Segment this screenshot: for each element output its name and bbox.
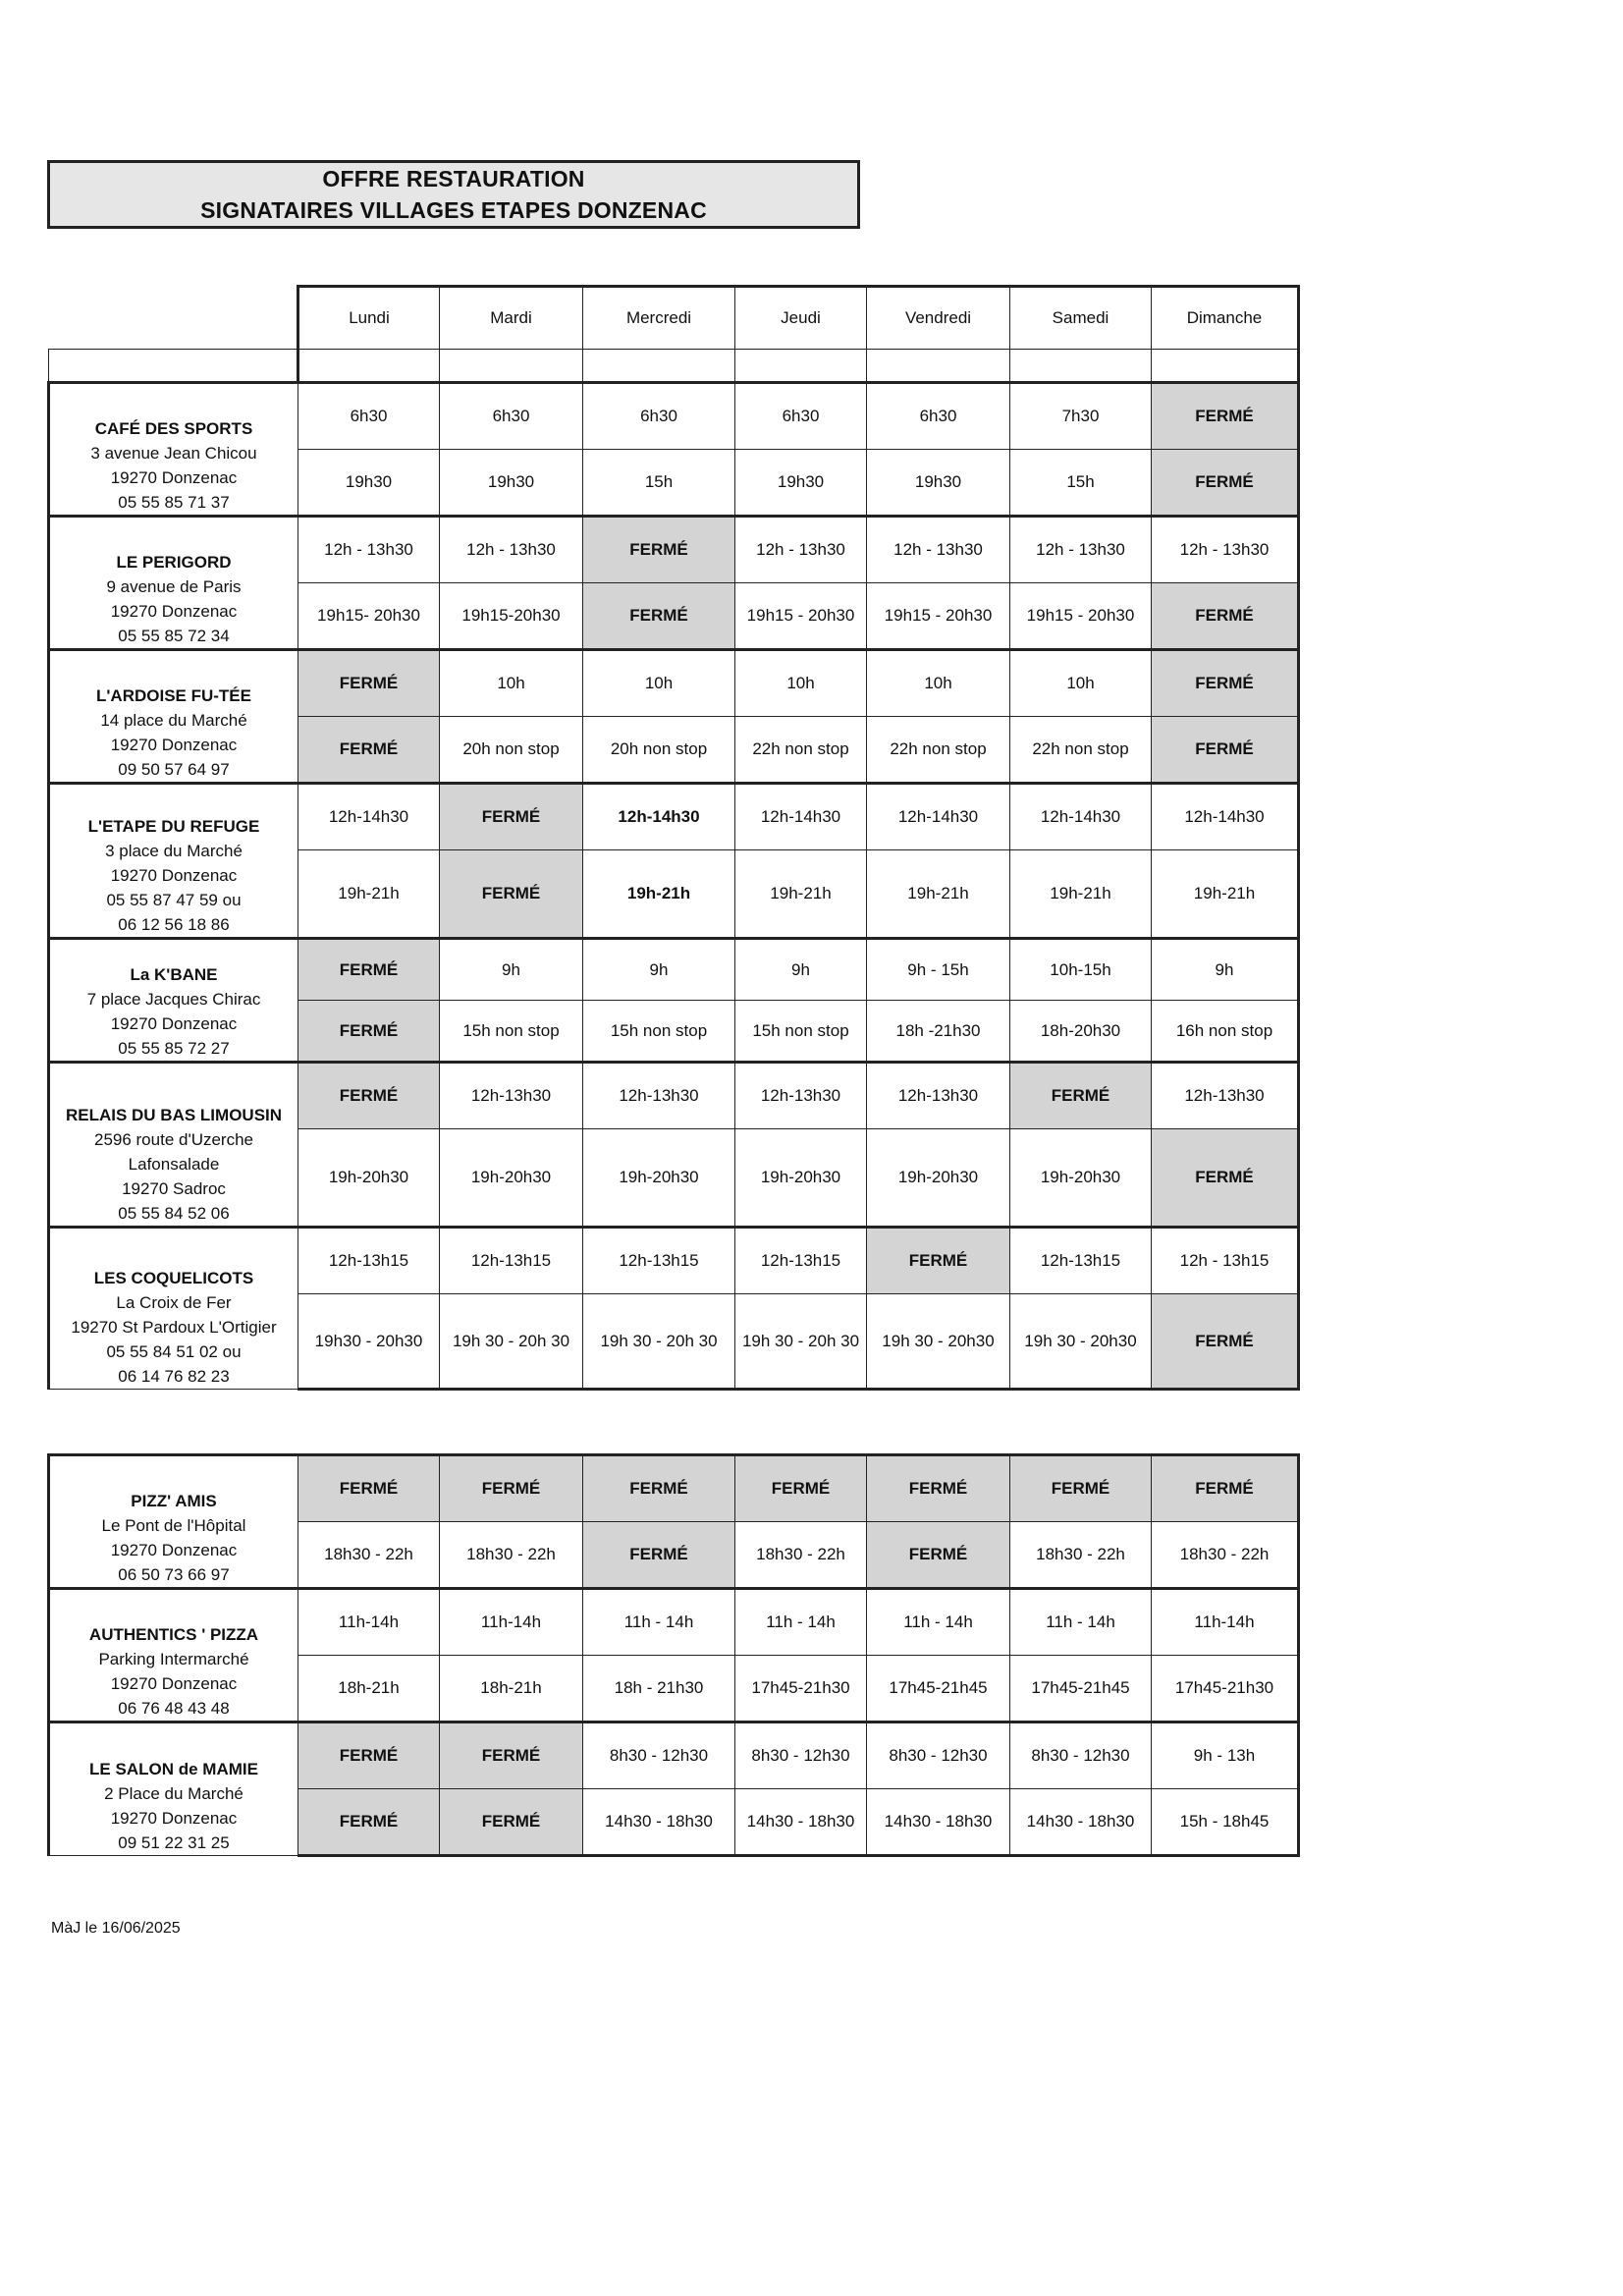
hours-cell: 18h30 - 22h bbox=[735, 1522, 867, 1589]
hours-cell: 14h30 - 18h30 bbox=[867, 1789, 1010, 1856]
hours-cell: 18h-21h bbox=[298, 1656, 440, 1722]
schedule-row bbox=[49, 1228, 1299, 1294]
hours-cell: 12h-13h30 bbox=[440, 1063, 583, 1129]
restaurant-address-line: 19270 Donzenac bbox=[110, 1674, 238, 1693]
hours-cell: 18h30 - 22h bbox=[1010, 1522, 1152, 1589]
restaurant-info bbox=[49, 939, 298, 1063]
hours-cell: 10h bbox=[735, 650, 867, 717]
restaurant-name: L'ARDOISE FU-TÉE bbox=[96, 686, 251, 705]
restaurant-address-line: 14 place du Marché bbox=[100, 711, 247, 730]
hours-cell: 9h bbox=[583, 939, 735, 1001]
restaurant-name: LE SALON de MAMIE bbox=[89, 1760, 258, 1778]
hours-cell: FERMÉ bbox=[1152, 650, 1299, 717]
update-date: MàJ le 16/06/2025 bbox=[51, 1920, 181, 1937]
hours-cell: FERMÉ bbox=[583, 1522, 735, 1589]
hours-cell: 22h non stop bbox=[735, 717, 867, 784]
hours-cell: 19h-20h30 bbox=[440, 1129, 583, 1228]
hours-cell: FERMÉ bbox=[583, 583, 735, 650]
hours-cell: 9h bbox=[1152, 939, 1299, 1001]
hours-cell: 6h30 bbox=[735, 383, 867, 450]
restaurant-address-line: 3 place du Marché bbox=[105, 842, 243, 860]
hours-cell: FERMÉ bbox=[1152, 717, 1299, 784]
hours-cell: 12h-14h30 bbox=[298, 784, 440, 850]
restaurant-info bbox=[49, 383, 298, 517]
hours-cell: 6h30 bbox=[440, 383, 583, 450]
hours-cell: 18h30 - 22h bbox=[1152, 1522, 1299, 1589]
restaurant-address-line: 05 55 84 51 02 ou bbox=[106, 1342, 242, 1361]
restaurant-address-line: 05 55 85 72 27 bbox=[118, 1039, 230, 1058]
day-header: Vendredi bbox=[867, 287, 1010, 350]
hours-cell: 12h-13h15 bbox=[583, 1228, 735, 1294]
hours-cell: 12h - 13h30 bbox=[440, 517, 583, 583]
hours-cell: 6h30 bbox=[867, 383, 1010, 450]
hours-cell: 19h 30 - 20h 30 bbox=[583, 1294, 735, 1390]
restaurant-address-line: 09 51 22 31 25 bbox=[118, 1833, 230, 1852]
hours-cell: 19h-21h bbox=[1010, 850, 1152, 939]
restaurant-info bbox=[49, 650, 298, 784]
hours-cell: FERMÉ bbox=[583, 517, 735, 583]
hours-cell: FERMÉ bbox=[1010, 1455, 1152, 1522]
hours-cell: FERMÉ bbox=[1152, 583, 1299, 650]
restaurant-address-line: 19270 Donzenac bbox=[110, 1014, 238, 1033]
hours-cell: FERMÉ bbox=[440, 850, 583, 939]
hours-cell: 14h30 - 18h30 bbox=[735, 1789, 867, 1856]
hours-cell: 20h non stop bbox=[440, 717, 583, 784]
schedule-table-2 bbox=[47, 1453, 1300, 1857]
hours-cell: 7h30 bbox=[1010, 383, 1152, 450]
hours-cell: 19h30 bbox=[298, 450, 440, 517]
restaurant-address-line: 05 55 85 71 37 bbox=[118, 493, 230, 512]
restaurant-info bbox=[49, 1722, 298, 1856]
hours-cell: 19h15-20h30 bbox=[440, 583, 583, 650]
header-corner bbox=[49, 287, 298, 350]
schedule-row bbox=[49, 939, 1299, 1001]
hours-cell: 15h non stop bbox=[735, 1001, 867, 1063]
restaurant-address-line: 3 avenue Jean Chicou bbox=[90, 444, 257, 463]
restaurant-address-line: Le Pont de l'Hôpital bbox=[101, 1516, 246, 1535]
hours-cell: 19h-21h bbox=[1152, 850, 1299, 939]
hours-cell: 8h30 - 12h30 bbox=[735, 1722, 867, 1789]
schedule-row bbox=[49, 517, 1299, 583]
hours-cell: 18h -21h30 bbox=[867, 1001, 1010, 1063]
hours-cell: 10h-15h bbox=[1010, 939, 1152, 1001]
restaurant-address-line: 19270 Donzenac bbox=[110, 736, 238, 754]
hours-cell: FERMÉ bbox=[867, 1228, 1010, 1294]
hours-cell: 12h - 13h30 bbox=[735, 517, 867, 583]
hours-cell: 19h-21h bbox=[867, 850, 1010, 939]
restaurant-name: AUTHENTICS ' PIZZA bbox=[88, 1625, 259, 1644]
hours-cell: 12h - 13h30 bbox=[1010, 517, 1152, 583]
hours-cell: 18h-21h bbox=[440, 1656, 583, 1722]
hours-cell: FERMÉ bbox=[298, 1001, 440, 1063]
hours-cell: 9h - 15h bbox=[867, 939, 1010, 1001]
hours-cell: FERMÉ bbox=[583, 1455, 735, 1522]
restaurant-address-line: 06 50 73 66 97 bbox=[118, 1565, 230, 1584]
hours-cell: FERMÉ bbox=[440, 1455, 583, 1522]
hours-cell: 11h-14h bbox=[1152, 1589, 1299, 1656]
restaurant-address-line: Lafonsalade bbox=[128, 1155, 220, 1174]
hours-cell: 19h-21h bbox=[298, 850, 440, 939]
spacer-cell bbox=[735, 350, 867, 383]
hours-cell: FERMÉ bbox=[298, 717, 440, 784]
hours-cell: 9h bbox=[735, 939, 867, 1001]
hours-cell: 19h 30 - 20h30 bbox=[867, 1294, 1010, 1390]
hours-cell: FERMÉ bbox=[1152, 450, 1299, 517]
hours-cell: 12h - 13h15 bbox=[1152, 1228, 1299, 1294]
hours-cell: 15h bbox=[1010, 450, 1152, 517]
hours-cell: 12h-13h30 bbox=[735, 1063, 867, 1129]
hours-cell: FERMÉ bbox=[1152, 1455, 1299, 1522]
restaurant-info bbox=[49, 1455, 298, 1589]
restaurant-address-line: 06 12 56 18 86 bbox=[118, 915, 230, 934]
hours-cell: 10h bbox=[583, 650, 735, 717]
day-header-row bbox=[49, 287, 1299, 350]
hours-cell: 15h non stop bbox=[583, 1001, 735, 1063]
hours-cell: 15h - 18h45 bbox=[1152, 1789, 1299, 1856]
hours-cell: 11h-14h bbox=[440, 1589, 583, 1656]
title-box bbox=[47, 160, 860, 229]
hours-cell: 19h-20h30 bbox=[583, 1129, 735, 1228]
hours-cell: 11h-14h bbox=[298, 1589, 440, 1656]
hours-cell: 14h30 - 18h30 bbox=[583, 1789, 735, 1856]
hours-cell: FERMÉ bbox=[735, 1455, 867, 1522]
day-header: Mercredi bbox=[583, 287, 735, 350]
restaurant-address-line: 2596 route d'Uzerche bbox=[93, 1130, 253, 1149]
hours-cell: 15h bbox=[583, 450, 735, 517]
hours-cell: 8h30 - 12h30 bbox=[867, 1722, 1010, 1789]
hours-cell: 12h-14h30 bbox=[1010, 784, 1152, 850]
hours-cell: 19h-20h30 bbox=[867, 1129, 1010, 1228]
schedule-row bbox=[49, 1455, 1299, 1522]
hours-cell: FERMÉ bbox=[298, 650, 440, 717]
restaurant-info bbox=[49, 1228, 298, 1390]
day-header: Jeudi bbox=[735, 287, 867, 350]
hours-cell: FERMÉ bbox=[298, 939, 440, 1001]
restaurant-name: L'ETAPE DU REFUGE bbox=[87, 817, 260, 836]
hours-cell: 10h bbox=[1010, 650, 1152, 717]
hours-cell: 20h non stop bbox=[583, 717, 735, 784]
spacer-cell bbox=[867, 350, 1010, 383]
schedule-row bbox=[49, 784, 1299, 850]
restaurant-address-line: 19270 Donzenac bbox=[110, 866, 238, 885]
hours-cell: 12h-14h30 bbox=[583, 784, 735, 850]
hours-cell: 6h30 bbox=[298, 383, 440, 450]
spacer-cell bbox=[1152, 350, 1299, 383]
restaurant-name: La K'BANE bbox=[130, 965, 218, 984]
hours-cell: 9h bbox=[440, 939, 583, 1001]
restaurant-address-line: 06 76 48 43 48 bbox=[118, 1699, 230, 1718]
restaurant-info bbox=[49, 784, 298, 939]
hours-cell: 19h-20h30 bbox=[735, 1129, 867, 1228]
restaurant-address-line: 05 55 85 72 34 bbox=[118, 627, 230, 645]
hours-cell: FERMÉ bbox=[867, 1522, 1010, 1589]
hours-cell: 12h - 13h30 bbox=[1152, 517, 1299, 583]
hours-cell: 12h-13h30 bbox=[583, 1063, 735, 1129]
hours-cell: 18h30 - 22h bbox=[298, 1522, 440, 1589]
hours-cell: 17h45-21h30 bbox=[1152, 1656, 1299, 1722]
hours-cell: FERMÉ bbox=[1152, 383, 1299, 450]
hours-cell: 12h-13h15 bbox=[298, 1228, 440, 1294]
hours-cell: FERMÉ bbox=[440, 1789, 583, 1856]
hours-cell: FERMÉ bbox=[1010, 1063, 1152, 1129]
hours-cell: 18h-20h30 bbox=[1010, 1001, 1152, 1063]
hours-cell: 11h - 14h bbox=[1010, 1589, 1152, 1656]
restaurant-info bbox=[49, 1063, 298, 1228]
restaurant-address-line: 06 14 76 82 23 bbox=[118, 1367, 230, 1386]
hours-cell: FERMÉ bbox=[298, 1789, 440, 1856]
hours-cell: 18h - 21h30 bbox=[583, 1656, 735, 1722]
hours-cell: 19h 30 - 20h30 bbox=[1010, 1294, 1152, 1390]
hours-cell: 9h - 13h bbox=[1152, 1722, 1299, 1789]
restaurant-address-line: 05 55 87 47 59 ou bbox=[106, 891, 242, 909]
hours-cell: 17h45-21h45 bbox=[867, 1656, 1010, 1722]
restaurant-address-line: 9 avenue de Paris bbox=[106, 577, 242, 596]
restaurant-name: RELAIS DU BAS LIMOUSIN bbox=[65, 1106, 283, 1124]
hours-cell: 19h-21h bbox=[735, 850, 867, 939]
title-line-2: SIGNATAIRES VILLAGES ETAPES DONZENAC bbox=[200, 197, 707, 223]
restaurant-address-line: 19270 Donzenac bbox=[110, 1541, 238, 1559]
restaurant-name: LES COQUELICOTS bbox=[93, 1269, 254, 1287]
restaurant-address-line: 19270 Donzenac bbox=[110, 468, 238, 487]
spacer-cell bbox=[583, 350, 735, 383]
schedule-row bbox=[49, 650, 1299, 717]
hours-cell: 12h-13h30 bbox=[867, 1063, 1010, 1129]
hours-cell: 19h-21h bbox=[583, 850, 735, 939]
hours-cell: 12h - 13h30 bbox=[298, 517, 440, 583]
hours-cell: 15h non stop bbox=[440, 1001, 583, 1063]
hours-cell: FERMÉ bbox=[440, 1722, 583, 1789]
day-header: Dimanche bbox=[1152, 287, 1299, 350]
hours-cell: 19h30 bbox=[867, 450, 1010, 517]
hours-cell: 11h - 14h bbox=[583, 1589, 735, 1656]
hours-cell: FERMÉ bbox=[867, 1455, 1010, 1522]
spacer-cell bbox=[298, 350, 440, 383]
hours-cell: 17h45-21h45 bbox=[1010, 1656, 1152, 1722]
hours-cell: 19h30 bbox=[735, 450, 867, 517]
hours-cell: 19h15 - 20h30 bbox=[735, 583, 867, 650]
spacer-cell bbox=[1010, 350, 1152, 383]
hours-cell: FERMÉ bbox=[298, 1063, 440, 1129]
hours-cell: 22h non stop bbox=[1010, 717, 1152, 784]
spacer-cell bbox=[49, 350, 298, 383]
hours-cell: 19h15- 20h30 bbox=[298, 583, 440, 650]
hours-cell: 12h-13h15 bbox=[1010, 1228, 1152, 1294]
hours-cell: 12h-13h30 bbox=[1152, 1063, 1299, 1129]
restaurant-address-line: Parking Intermarché bbox=[98, 1650, 249, 1668]
hours-cell: 22h non stop bbox=[867, 717, 1010, 784]
hours-cell: 17h45-21h30 bbox=[735, 1656, 867, 1722]
hours-cell: 11h - 14h bbox=[867, 1589, 1010, 1656]
hours-cell: 10h bbox=[867, 650, 1010, 717]
hours-cell: 18h30 - 22h bbox=[440, 1522, 583, 1589]
hours-cell: 19h30 bbox=[440, 450, 583, 517]
hours-cell: 16h non stop bbox=[1152, 1001, 1299, 1063]
restaurant-name: CAFÉ DES SPORTS bbox=[94, 419, 253, 438]
hours-cell: 19h 30 - 20h 30 bbox=[440, 1294, 583, 1390]
hours-cell: 19h-20h30 bbox=[298, 1129, 440, 1228]
hours-cell: 10h bbox=[440, 650, 583, 717]
restaurant-address-line: 7 place Jacques Chirac bbox=[86, 990, 261, 1009]
day-header: Mardi bbox=[440, 287, 583, 350]
hours-cell: 11h - 14h bbox=[735, 1589, 867, 1656]
hours-cell: FERMÉ bbox=[1152, 1129, 1299, 1228]
schedule-table-1 bbox=[47, 285, 1300, 1391]
restaurant-address-line: 19270 Donzenac bbox=[110, 602, 238, 621]
hours-cell: FERMÉ bbox=[298, 1455, 440, 1522]
header-spacer-row bbox=[49, 350, 1299, 383]
restaurant-address-line: 19270 Sadroc bbox=[122, 1179, 226, 1198]
restaurant-info bbox=[49, 517, 298, 650]
day-header: Lundi bbox=[298, 287, 440, 350]
schedule-row bbox=[49, 1589, 1299, 1656]
hours-cell: 8h30 - 12h30 bbox=[583, 1722, 735, 1789]
hours-cell: FERMÉ bbox=[1152, 1294, 1299, 1390]
hours-cell: 19h15 - 20h30 bbox=[867, 583, 1010, 650]
schedule-row bbox=[49, 1063, 1299, 1129]
restaurant-address-line: 05 55 84 52 06 bbox=[118, 1204, 230, 1223]
spacer-cell bbox=[440, 350, 583, 383]
restaurant-info bbox=[49, 1589, 298, 1722]
schedule-row bbox=[49, 383, 1299, 450]
hours-cell: 12h-14h30 bbox=[735, 784, 867, 850]
hours-cell: 19h 30 - 20h 30 bbox=[735, 1294, 867, 1390]
restaurant-name: LE PERIGORD bbox=[116, 553, 232, 572]
restaurant-name: PIZZ' AMIS bbox=[131, 1492, 217, 1510]
hours-cell: 19h30 - 20h30 bbox=[298, 1294, 440, 1390]
restaurant-address-line: 2 Place du Marché bbox=[104, 1784, 243, 1803]
hours-cell: 8h30 - 12h30 bbox=[1010, 1722, 1152, 1789]
hours-cell: 12h-13h15 bbox=[440, 1228, 583, 1294]
title-line-1: OFFRE RESTAURATION bbox=[322, 166, 585, 191]
restaurant-address-line: 09 50 57 64 97 bbox=[118, 760, 230, 779]
hours-cell: 12h-14h30 bbox=[867, 784, 1010, 850]
restaurant-address-line: 19270 St Pardoux L'Ortigier bbox=[71, 1318, 277, 1337]
hours-cell: 12h-14h30 bbox=[1152, 784, 1299, 850]
restaurant-address-line: La Croix de Fer bbox=[116, 1293, 232, 1312]
hours-cell: FERMÉ bbox=[298, 1722, 440, 1789]
schedule-row bbox=[49, 1722, 1299, 1789]
hours-cell: FERMÉ bbox=[440, 784, 583, 850]
hours-cell: 12h - 13h30 bbox=[867, 517, 1010, 583]
hours-cell: 19h15 - 20h30 bbox=[1010, 583, 1152, 650]
hours-cell: 6h30 bbox=[583, 383, 735, 450]
hours-cell: 14h30 - 18h30 bbox=[1010, 1789, 1152, 1856]
hours-cell: 19h-20h30 bbox=[1010, 1129, 1152, 1228]
hours-cell: 12h-13h15 bbox=[735, 1228, 867, 1294]
restaurant-address-line: 19270 Donzenac bbox=[110, 1809, 238, 1828]
day-header: Samedi bbox=[1010, 287, 1152, 350]
